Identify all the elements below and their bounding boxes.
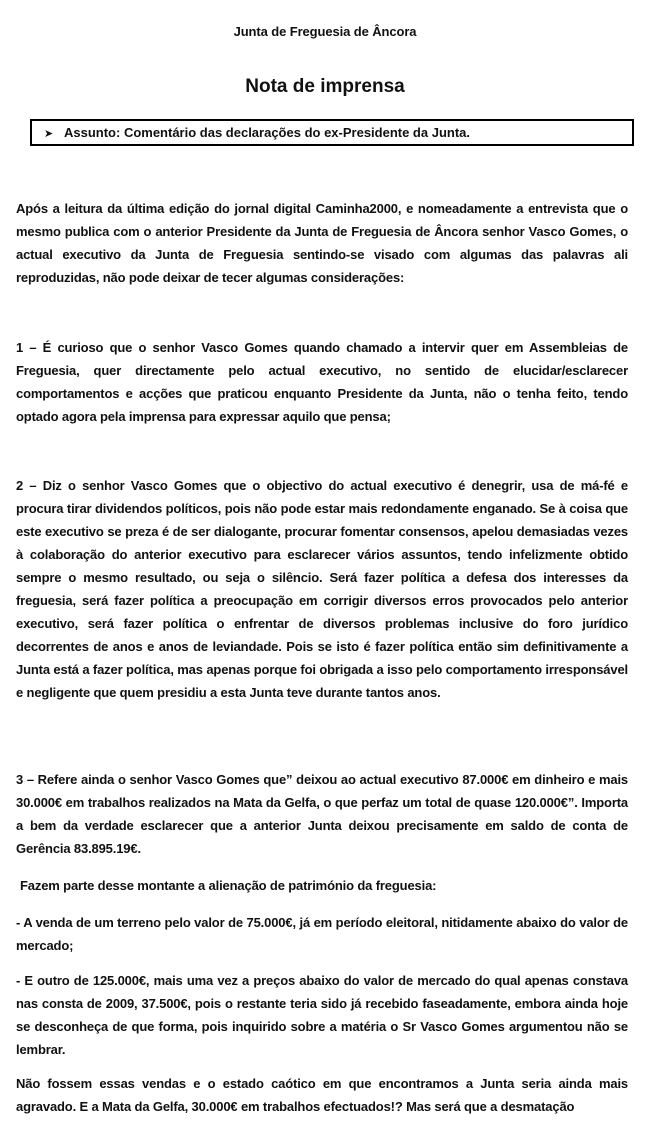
venda-1-paragraph: - A venda de um terreno pelo valor de 75.000€, já em período eleitoral, nitidamente abaixo do valor de mercado; [16,915,628,953]
montante-paragraph: Fazem parte desse montante a alienação de património da freguesia: [20,878,437,893]
final-paragraph: Não fossem essas vendas e o estado caótico em que encontramos a Junta seria ainda mais agravado. E a Mata da Gelfa, 30.000€ em trabalhos efectuados!? Mas será que a desmatação [16,1076,628,1114]
intro-paragraph: Após a leitura da última edição do jornal digital Caminha2000, e nomeadamente a entrevista que o mesmo publica com o anterior Presidente da Junta de Freguesia de Âncora senhor Vasco Gomes, o actual executivo da Junta de Freguesia sentindo-se visado com algumas das palavras ali reproduzidas, não pode deixar de tecer algumas considerações: [16,201,628,285]
point-3-paragraph: 3 – Refere ainda o senhor Vasco Gomes que” deixou ao actual executivo 87.000€ em dinheiro e mais 30.000€ em trabalhos realizados na Mata da Gelfa, o que perfaz um total de quase 120.000€”. Importa a bem da verdade esclarecer que a anterior Junta deixou precisamente em saldo de conta de Gerência 83.895.19€. [16,772,628,856]
organization-name: Junta de Freguesia de Âncora [233,24,417,39]
point-2-paragraph: 2 – Diz o senhor Vasco Gomes que o objectivo do actual executivo é denegrir, usa de má-fé e procura tirar dividendos políticos, pois não pode estar mais redondamente enganado. Se à coisa que este executivo se preza é de ser dialogante, procurar fomentar consensos, apelou demasiadas vezes à colaboração do anterior executivo para esclarecer vários assuntos, tendo infelizmente obtido sempre o mesmo resultado, ou seja o silêncio. Será fazer política a defesa dos interesses da freguesia, será fazer política a preocupação em corrigir diversos erros provocados pelo anterior executivo, será fazer política o enfrentar de diversos problemas inclusive do foro jurídico decorrentes de anos e anos de leviandade. Pois se isto é fazer política então sim definitivamente a Junta está a fazer política, mas apenas porque foi obrigada a isso pelo comportamento irresponsável e negligente que quem presidiu a esta Junta teve durante tantos anos. [16,478,628,700]
subject-text: Assunto: Comentário das declarações do ex-Presidente da Junta. [64,125,471,140]
document-title: Nota de imprensa [245,76,405,97]
venda-2-paragraph: - E outro de 125.000€, mais uma vez a preços abaixo do valor de mercado do qual apenas constava nas consta de 2009, 37.500€, pois o restante teria sido já recebido faseadamente, embora ainda hoje se desconheça de que forma, pois inquirido sobre a matéria o Sr Vasco Gomes argumentou não se lembrar. [16,973,628,1057]
arrow-bullet-icon: ➤ [44,128,54,140]
subject-box [30,119,634,146]
point-1-paragraph: 1 – É curioso que o senhor Vasco Gomes quando chamado a intervir quer em Assembleias de Freguesia, quer directamente pelo actual executivo, no sentido de elucidar/esclarecer comportamentos e acções que praticou enquanto Presidente da Junta, não o tenha feito, tendo optado agora pela imprensa para expressar aquilo que pensa; [16,340,628,424]
